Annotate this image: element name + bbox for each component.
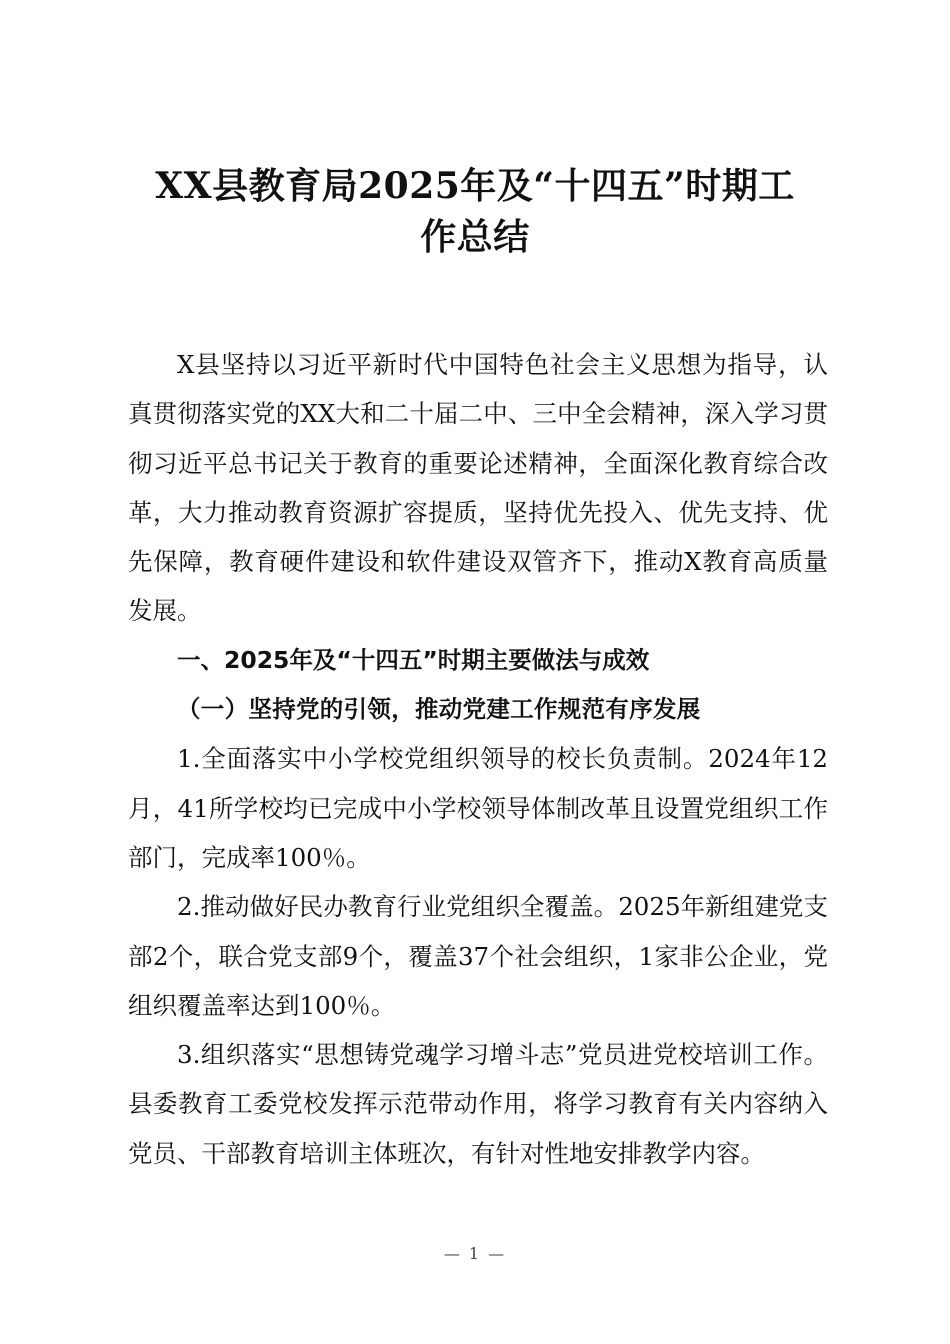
page-number: — 1 — xyxy=(443,1244,507,1263)
subsection-heading: （一）坚持党的引领，推动党建工作规范有序发展 xyxy=(177,695,701,724)
item-paragraph-2: 2.推动做好民办教育行业党组织全覆盖。2025年新组建党支部2个，联合党支部9个，覆盖37个社会组织，1家非公企业，党组织覆盖率达到100％。 xyxy=(128,892,828,1020)
item-paragraph-3: 3.组织落实“思想铸党魂学习增斗志”党员进党校培训工作。县委教育工委党校发挥示范带动作用，将学习教育有关内容纳入党员、干部教育培训主体班次，有针对性地安排教学内容。 xyxy=(128,1040,828,1168)
item-paragraph-1: 1.全面落实中小学校党组织领导的校长负责制。2024年12月，41所学校均已完成中小学校领导体制改革且设置党组织工作部门，完成率100％。 xyxy=(128,744,828,872)
document-title-line-2: 作总结 xyxy=(420,216,530,258)
intro-paragraph: X县坚持以习近平新时代中国特色社会主义思想为指导，认真贯彻落实党的XX大和二十届二中、三中全会精神，深入学习贯彻习近平总书记关于教育的重要论述精神，全面深化教育综合改革，大力推动教育资源扩容提质，坚持优先投入、优先支持、优先保障，教育硬件建设和软件建设双管齐下，推动X教育高质量发展。 xyxy=(128,350,828,626)
section-heading: 一、2025年及“十四五”时期主要做法与成效 xyxy=(177,645,650,674)
document-body xyxy=(128,340,828,1178)
document-title-line-1: XX县教育局2025年及“十四五”时期工 xyxy=(155,165,795,207)
